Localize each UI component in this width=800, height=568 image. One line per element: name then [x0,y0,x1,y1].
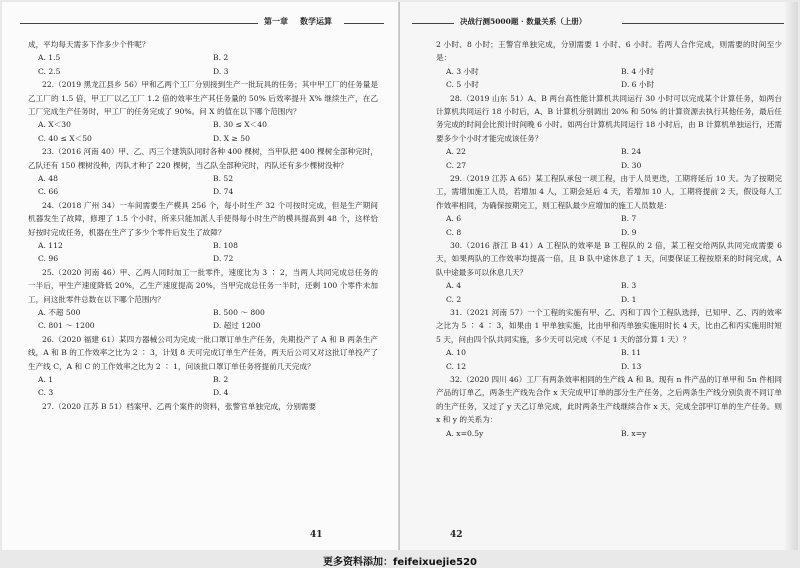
footer-contact-note: 更多资料添加：feifeixuejie520 [323,557,477,568]
option-b: B. 30 ≤ X＜40 [213,120,267,130]
option-c: C. 96 [38,254,59,264]
header-book-title: 决战行测5000题 · 数量关系（上册） [460,17,587,26]
question-25: 25.（2020 河南 46）甲、乙两人同时加工一批零件，速度比为 3 ∶ 2，当两人共同完成总任务的一半后，甲生产速度降低 20%，乙生产速度提高 20%，当甲完成总任务一半时，还剩 100 个零件未加工，问这批零件总数在以下哪个范围内？ [28,267,378,304]
option-c: C. 8 [446,227,462,237]
options-28 [436,145,782,172]
left-page-header [2,16,400,30]
option-c: C. 2 [446,294,462,304]
option-a: A. X＜30 [38,120,71,130]
option-d: D. 4 [213,388,229,398]
option-b: B. 500 ～ 800 [213,308,265,317]
question-22: 22.（2019 黑龙江县乡 56）甲和乙两个工厂分别接到生产一批玩具的任务；其中甲工厂的任务量是乙工厂的 1.5 倍，甲工厂以乙工厂 1.2 倍的效率生产其任务量的 50% 后效率提升 X% 继续生产，在乙工厂完成生产任务时，甲工厂的任务完成了 90%。问 X 的值在以下哪个范围内？ [28,80,378,116]
option-c: C. 801 ～ 1200 [38,321,95,331]
options-32 [436,427,782,440]
options-24 [28,239,378,266]
right-page-content [436,38,782,440]
option-a: A. 不超 500 [38,308,81,317]
option-b: B. 108 [213,241,238,250]
book-spread [2,2,798,550]
option-c: C. 40 ≤ X＜50 [38,133,92,143]
option-b: B. 4 小时 [621,66,654,76]
option-d: D. 1 [621,294,637,304]
question-26: 26.（2020 福建 61）某四方器械公司为完成一批口罩订单生产任务，先期投产了 A 和 B 两条生产线，A 和 B 的工作效率之比为 2 ∶ 3，计划 8 天可完成订单生产任务，两天后公司又对这批订单投产了生产线 C，A 和 C 的工作效率之比为 2 ∶ 1，问该批口罩订单任务将提前几天完成？ [28,334,378,371]
options-26 [28,373,378,400]
option-c: C. 66 [38,187,59,197]
options-29 [436,212,782,239]
question-24: 24.（2018 广州 34）一车间需要生产模具 256 个，每小时生产 32 个可按时完成，但是生产期间机器发生了故障，修理了 1.5 个小时，所来只能加派人手使得每小时生产的模具提高到 48 个，这样恰好按时完成任务，机器在生产了多少个零件后发生了故障？ [28,200,378,237]
option-d: D. 13 [621,361,642,371]
option-a: A. 6 [446,214,462,224]
option-a: A. 48 [38,174,58,183]
option-c: C. 5 小时 [446,80,479,90]
right-page-header [400,16,798,30]
question-31: 31.（2021 河南 57）一个工程的实施有甲、乙、丙和丁四个工程队选择，已知甲、乙、丙的效率之比为 5 ∶ 4 ∶ 3，如果由 1 甲单独实施，比由甲和丙单独实施用时长 4 天，比由乙和丙实施用时短 5 天，问由四个队共同实施，多少天可以完成（不足 1 天的部分算 1 天）？ [436,308,782,344]
option-d: D. X ≥ 50 [213,133,250,143]
option-b: B. 7 [621,214,637,224]
option-a: A. 1.5 [38,53,61,63]
question-fragment: 成，平均每天需多下作多少个件呢？ [28,40,150,49]
options-23 [28,172,378,199]
option-b: B. 24 [621,147,642,157]
page-number-right: 42 [450,530,463,540]
option-a: A. 4 [446,281,462,291]
header-section-title: 数学运算 [300,16,332,26]
options-22 [28,118,378,145]
question-27-continued: 2 小时、8 小时；王警官单独完成，分别需要 1 小时、6 小时。若两人合作完成，则需要的时间至少是： [436,40,782,63]
question-29: 29.（2019 江苏 A 65）某工程队承包一项工程，由于人员更迭，工期将延后 10 天。为了按期完工，需增加施工人员，若增加 4 人，工期会延后 4 天，若增加 10 人，工期将提前 2 天，假设每人工作效率相同，为确保按期完工，则工程队最少应增加的施工人员数是： [436,174,782,210]
option-d: D. 9 [621,227,637,237]
page-number-left: 41 [310,530,323,540]
question-32: 32.（2020 四川 46）工厂有两条效率相同的生产线 A 和 B。现有 n 件产品的订单甲和 5n 件相同产品的订单乙，两条生产线先合作 x 天完成甲订单的部分生产任务，之后两条生产线分别负责不同订单的生产任务，又过了 y 天乙订单完成，此时两条生产线继续合作 x 天，完成全部甲订单的生产任务。则 x 和 y 的关系为： [436,375,782,425]
option-d: D. 74 [213,187,234,197]
page-edge-shadow [784,2,798,550]
option-a: A. 112 [38,241,63,250]
option-d: D. 30 [621,160,642,170]
option-c: C. 2.5 [38,66,61,76]
header-chapter: 第一章 [264,16,288,26]
option-d: D. 6 小时 [621,80,655,90]
option-a: A. 1 [38,375,54,384]
options-30 [436,279,782,306]
options-prev [28,51,378,78]
option-b: B. 3 [621,281,637,291]
options-27 [436,65,782,92]
option-c: C. 12 [446,361,467,371]
option-b: B. x=y [621,428,647,438]
option-a: A. 10 [446,348,466,358]
option-c: C. 3 [38,388,54,398]
question-23: 23.（2016 河南 40）甲、乙、丙三个建筑队同时各种 400 棵树，当甲队把 400 棵树全部种完时，乙队还有 150 棵树没种，丙队才种了 220 棵树，当乙队全部种完时，丙队还有多少棵树没种？ [28,147,378,170]
option-d: D. 72 [213,254,234,264]
option-b: B. 52 [213,174,234,183]
options-31 [436,346,782,373]
option-d: D. 3 [213,66,229,76]
question-30: 30.（2016 浙江 B 41）A 工程队的效率是 B 工程队的 2 倍，某工程交给两队共同完成需要 6 天，如果两队的工作效率均提高一倍，且 B 队中途休息了 1 天，问要保证工程按原来的时间完成，A 队中途最多可以休息几天？ [436,241,782,277]
option-b: B. 2 [213,375,229,384]
option-a: A. 22 [446,147,466,157]
option-b: B. 2 [213,53,229,63]
right-page [400,2,798,550]
left-page [2,2,400,550]
question-28: 28.（2019 山东 51）A、B 两台高性能计算机共同运行 30 小时可以完成某个计算任务，如两台计算机共同运行 18 小时后，A、B 计算机分别调出 20% 和 50% 的计算资源去执行其他任务，最后任务完成的时间会比预计时间晚 6 小时。如两台计算机共同运行 18 小时后，由 B 计算机单独运行，还需要多少个小时才能完成该任务？ [436,93,782,143]
left-page-content [28,38,378,413]
option-c: C. 27 [446,160,467,170]
option-a: A. x=0.5y [446,428,484,438]
question-27-start: 27.（2020 江苏 B 51）档案甲、乙两个案件的资料，张警官单独完成，分别需要 [42,401,317,411]
options-25 [28,306,378,333]
option-d: D. 超过 1200 [213,321,261,331]
option-b: B. 11 [621,348,642,358]
option-a: A. 3 小时 [446,66,479,76]
